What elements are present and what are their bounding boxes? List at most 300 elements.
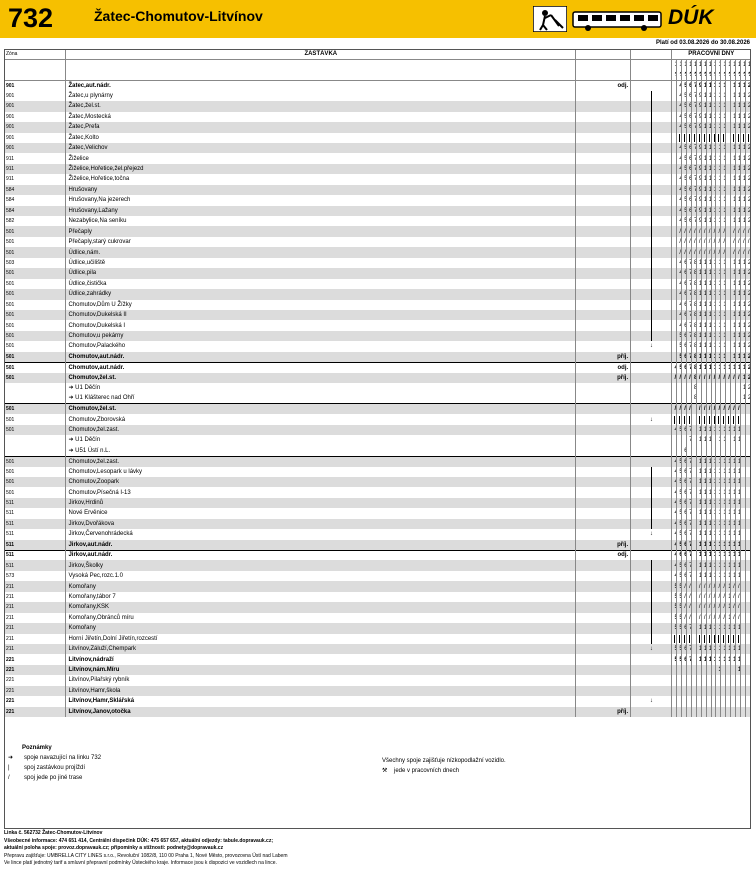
time-cell [740, 383, 745, 393]
time-cell [696, 529, 701, 539]
pass-through-mark [733, 134, 734, 142]
time-cell [672, 508, 677, 518]
time-cell [706, 289, 711, 299]
time-cell [745, 133, 750, 143]
time-cell [677, 508, 682, 518]
footer-line: Ve lince platí jednotný tarif a smluvní přepravní podmínky Ústeckého kraje. Informace jsou k dispozici ve vozidlech na lince. [4, 860, 277, 867]
route-arrow-cell [631, 477, 672, 487]
time-cell [736, 352, 741, 362]
time-cell [731, 529, 736, 539]
time-cell [677, 613, 682, 623]
time-cell [731, 487, 736, 497]
time-cell [682, 362, 687, 372]
route-arrow-cell [631, 404, 672, 414]
time-cell [701, 341, 706, 351]
zone-cell: 911 [4, 153, 66, 163]
time-cell [711, 654, 716, 664]
brand-logo: DÚK [668, 6, 714, 29]
zone-cell: 584 [4, 206, 66, 216]
time-cell [721, 477, 726, 487]
time-cell [706, 143, 711, 153]
time-cell [745, 456, 750, 466]
time-cell [716, 279, 721, 289]
zone-cell: 211 [4, 623, 66, 633]
route-arrow-cell: ↓ [631, 644, 672, 654]
time-cell [736, 195, 741, 205]
time-cell [701, 477, 706, 487]
time-cell [745, 581, 750, 591]
time-cell: / [706, 602, 711, 612]
table-row [4, 373, 751, 383]
zone-cell: 501 [4, 487, 66, 497]
zone-cell: 901 [4, 112, 66, 122]
time-cell [677, 310, 682, 320]
time-cell [706, 80, 711, 90]
route-arrow-cell [631, 540, 672, 550]
time-cell [687, 477, 692, 487]
time-cell [687, 341, 692, 351]
time-cell [731, 112, 736, 122]
route-arrow-cell [631, 519, 672, 529]
time-cell: / [701, 373, 706, 383]
time-cell [687, 185, 692, 195]
time-cell [745, 644, 750, 654]
time-cell [696, 498, 701, 508]
time-cell: / [706, 226, 711, 236]
time-cell [740, 289, 745, 299]
zone-cell: 501 [4, 247, 66, 257]
time-cell [716, 498, 721, 508]
trip-symbol [721, 70, 726, 80]
route-arrow-cell [631, 550, 672, 560]
time-cell [740, 393, 745, 403]
time-cell [677, 571, 682, 581]
pass-through-mark [679, 416, 680, 424]
zone-cell: 511 [4, 498, 66, 508]
route-arrow-cell [631, 279, 672, 289]
time-cell [682, 425, 687, 435]
time-cell [687, 112, 692, 122]
time-cell [745, 268, 750, 278]
stop-name: Komořany,tábor 7 [66, 592, 576, 602]
time-cell [745, 122, 750, 132]
time-cell [677, 195, 682, 205]
time-cell: / [701, 237, 706, 247]
time-cell [721, 289, 726, 299]
time-cell [682, 529, 687, 539]
arrival-departure-flag [576, 686, 631, 696]
trip-symbol [740, 70, 745, 80]
pass-through-mark [728, 416, 729, 424]
arrival-departure-flag [576, 487, 631, 497]
arrival-departure-flag [576, 529, 631, 539]
time-cell [731, 268, 736, 278]
time-cell: / [711, 404, 716, 414]
time-cell [711, 300, 716, 310]
time-cell [726, 362, 731, 372]
table-row [4, 707, 751, 717]
stop-name: Komořany [66, 581, 576, 591]
route-arrow-cell [631, 164, 672, 174]
time-cell [731, 331, 736, 341]
time-cell [672, 571, 677, 581]
table-row [4, 80, 751, 90]
time-cell [696, 362, 701, 372]
time-cell [682, 446, 687, 456]
stop-name: Horní Jiřetín,Dolní Jiřetín,rozcestí [66, 634, 576, 644]
time-cell: / [682, 404, 687, 414]
time-cell [721, 279, 726, 289]
time-cell [672, 602, 677, 612]
time-cell [736, 540, 741, 550]
arrival-departure-flag [576, 331, 631, 341]
time-cell [692, 164, 697, 174]
blank-cell [4, 59, 66, 69]
time-cell [677, 592, 682, 602]
arrival-departure-flag: odj. [576, 80, 631, 90]
arrival-departure-flag [576, 101, 631, 111]
time-cell [711, 153, 716, 163]
time-cell [711, 560, 716, 570]
time-cell [701, 498, 706, 508]
time-cell [716, 91, 721, 101]
time-cell [701, 174, 706, 184]
stop-name: Jirkov,aut.nádr. [66, 550, 576, 560]
time-cell [687, 216, 692, 226]
time-cell [745, 331, 750, 341]
time-cell: / [721, 581, 726, 591]
stop-name: Komořany,KSK [66, 602, 576, 612]
time-cell [672, 623, 677, 633]
time-cell [706, 477, 711, 487]
time-cell [682, 185, 687, 195]
time-cell: / [716, 373, 721, 383]
stop-name: Žatec,Mostecká [66, 112, 576, 122]
time-cell [711, 352, 716, 362]
stop-name: Údlice,pila [66, 268, 576, 278]
stop-name: Chomutov,Zoopark [66, 477, 576, 487]
table-row [4, 122, 751, 132]
time-cell [721, 185, 726, 195]
time-cell [706, 174, 711, 184]
time-cell [731, 467, 736, 477]
time-cell [721, 435, 726, 445]
route-arrow-cell: ↓ [631, 414, 672, 424]
zone-cell: 511 [4, 560, 66, 570]
time-cell [696, 310, 701, 320]
stop-name: Komořany,Obránců míru [66, 613, 576, 623]
zone-cell: 511 [4, 540, 66, 550]
time-cell: / [701, 226, 706, 236]
route-arrow-cell [631, 310, 672, 320]
time-cell [731, 80, 736, 90]
pass-through-mark [718, 134, 719, 142]
time-cell [721, 487, 726, 497]
time-cell [696, 289, 701, 299]
zone-header: Zóna [4, 49, 66, 59]
time-cell [692, 393, 697, 403]
arrival-departure-flag: příj. [576, 373, 631, 383]
table-row [4, 91, 751, 101]
time-cell [677, 341, 682, 351]
time-cell [745, 435, 750, 445]
table-row [4, 508, 751, 518]
zone-cell [4, 435, 66, 445]
time-cell [701, 425, 706, 435]
time-cell: / [706, 592, 711, 602]
time-cell [731, 185, 736, 195]
table-row [4, 686, 751, 696]
trip-symbol [682, 70, 687, 80]
time-cell [740, 352, 745, 362]
time-cell [687, 456, 692, 466]
time-cell [745, 414, 750, 424]
time-cell [687, 91, 692, 101]
time-cell [711, 185, 716, 195]
table-row [4, 571, 751, 581]
time-cell: / [677, 373, 682, 383]
trip-symbol [672, 70, 677, 80]
route-arrow-cell [631, 383, 672, 393]
route-arrow-cell [631, 362, 672, 372]
time-cell [701, 352, 706, 362]
time-cell [711, 623, 716, 633]
time-cell: / [711, 602, 716, 612]
time-cell [701, 122, 706, 132]
time-cell [687, 331, 692, 341]
time-cell [736, 101, 741, 111]
zone-cell: 911 [4, 164, 66, 174]
time-cell [682, 654, 687, 664]
route-arrow-cell [631, 143, 672, 153]
stop-name: Litvínov,Janov,otočka [66, 707, 576, 717]
zone-cell: 501 [4, 279, 66, 289]
zone-cell: 901 [4, 91, 66, 101]
zone-cell: 511 [4, 508, 66, 518]
time-cell [745, 404, 750, 414]
arrival-departure-flag [576, 258, 631, 268]
time-cell: / [682, 373, 687, 383]
time-cell [711, 289, 716, 299]
time-cell: / [721, 602, 726, 612]
arrival-departure-flag [576, 341, 631, 351]
zone-cell: 511 [4, 529, 66, 539]
time-cell [745, 696, 750, 706]
time-cell [726, 581, 731, 591]
route-arrow-cell [631, 581, 672, 591]
time-cell: / [696, 592, 701, 602]
route-arrow-cell [631, 226, 672, 236]
time-cell [731, 279, 736, 289]
route-arrow-cell [631, 560, 672, 570]
time-cell [696, 519, 701, 529]
time-cell [721, 153, 726, 163]
zone-cell: 901 [4, 143, 66, 153]
time-cell [682, 122, 687, 132]
time-cell [736, 279, 741, 289]
time-cell: / [731, 613, 736, 623]
route-arrow-cell [631, 206, 672, 216]
time-cell [687, 101, 692, 111]
table-row [4, 216, 751, 226]
time-cell: / [731, 581, 736, 591]
time-cell [711, 529, 716, 539]
route-arrow-cell [631, 602, 672, 612]
stop-name: Žatec,Velichov [66, 143, 576, 153]
zone-cell: 501 [4, 331, 66, 341]
time-cell [726, 654, 731, 664]
time-cell [721, 352, 726, 362]
time-cell [677, 122, 682, 132]
stop-name: Chomutov,žel.st. [66, 404, 576, 414]
time-cell: / [706, 247, 711, 257]
time-cell [682, 195, 687, 205]
table-row [4, 404, 751, 414]
zone-cell: 501 [4, 341, 66, 351]
time-cell: / [687, 613, 692, 623]
arrival-departure-flag: odj. [576, 362, 631, 372]
route-arrow-cell [631, 665, 672, 675]
time-cell [677, 320, 682, 330]
stop-name: Chomutov,Dukelská I [66, 320, 576, 330]
table-row [4, 613, 751, 623]
table-row [4, 226, 751, 236]
zone-cell: 501 [4, 362, 66, 372]
route-arrow-cell [631, 300, 672, 310]
arrival-departure-flag [576, 206, 631, 216]
pass-through-mark [714, 635, 715, 643]
arrival-departure-flag: odj. [576, 550, 631, 560]
legend-item: / spoj jede po jiné trase [8, 775, 83, 781]
footer [4, 830, 751, 868]
trip-symbol [711, 70, 716, 80]
time-cell [696, 540, 701, 550]
route-arrow-cell [631, 133, 672, 143]
pass-through-mark [684, 134, 685, 142]
stop-name: Jirkov,Školky [66, 560, 576, 570]
time-cell: / [682, 226, 687, 236]
time-cell [706, 519, 711, 529]
time-cell [696, 341, 701, 351]
pass-through-mark [743, 134, 744, 142]
time-cell: / [706, 237, 711, 247]
table-row [4, 247, 751, 257]
time-cell [682, 571, 687, 581]
time-cell [682, 101, 687, 111]
time-cell [701, 268, 706, 278]
time-cell: / [687, 237, 692, 247]
time-cell [745, 560, 750, 570]
time-cell [745, 623, 750, 633]
time-cell [731, 435, 736, 445]
arrival-departure-flag [576, 153, 631, 163]
time-cell [731, 153, 736, 163]
time-cell [740, 373, 745, 383]
time-cell [711, 164, 716, 174]
time-cell [687, 164, 692, 174]
time-cell [731, 560, 736, 570]
time-cell [731, 550, 736, 560]
time-cell [682, 289, 687, 299]
time-cell [706, 195, 711, 205]
arrival-departure-flag: příj. [576, 352, 631, 362]
zone-cell: 211 [4, 592, 66, 602]
time-cell: / [696, 404, 701, 414]
time-cell [726, 540, 731, 550]
stop-name: Chomutov,Písečná I-13 [66, 487, 576, 497]
stop-name: Žatec,žel.st. [66, 101, 576, 111]
time-cell [731, 456, 736, 466]
low-floor-note: Všechny spoje zajišťuje nízkopodlažní vozidlo. [382, 758, 506, 764]
pass-through-mark [699, 635, 700, 643]
time-cell [677, 644, 682, 654]
stop-name: ➜ U1 Děčín [66, 383, 576, 393]
time-cell [706, 164, 711, 174]
stop-name: Chomutov,Dukelská II [66, 310, 576, 320]
time-cell [692, 174, 697, 184]
time-cell [682, 279, 687, 289]
time-cell [716, 185, 721, 195]
stop-name: Vysoká Pec,rozc.1.0 [66, 571, 576, 581]
time-cell [740, 195, 745, 205]
arrival-departure-flag [576, 310, 631, 320]
zone-cell [4, 393, 66, 403]
arrow-header [631, 49, 672, 59]
time-cell [745, 540, 750, 550]
time-cell [677, 268, 682, 278]
zone-cell: 501 [4, 456, 66, 466]
time-cell: / [711, 226, 716, 236]
time-cell [687, 153, 692, 163]
time-cell [745, 383, 750, 393]
time-cell [677, 477, 682, 487]
time-cell [721, 320, 726, 330]
arrival-departure-flag [576, 133, 631, 143]
time-cell [711, 487, 716, 497]
table-row [4, 237, 751, 247]
time-cell [740, 153, 745, 163]
arrival-departure-flag [576, 602, 631, 612]
time-cell [731, 571, 736, 581]
time-cell [696, 331, 701, 341]
time-cell: / [745, 237, 750, 247]
time-cell [716, 174, 721, 184]
time-cell [677, 279, 682, 289]
time-cell [682, 174, 687, 184]
blank-cell [631, 59, 672, 69]
time-cell [677, 143, 682, 153]
time-cell [736, 91, 741, 101]
time-cell: / [711, 613, 716, 623]
stop-name: Litvínov,Hamr,Sklářská [66, 696, 576, 706]
time-cell [687, 487, 692, 497]
zone-cell: 584 [4, 195, 66, 205]
time-cell [706, 560, 711, 570]
time-cell: / [711, 237, 716, 247]
time-cell [706, 435, 711, 445]
time-cell [687, 498, 692, 508]
time-cell [745, 487, 750, 497]
route-arrow-cell [631, 268, 672, 278]
time-cell [677, 362, 682, 372]
time-cell [696, 216, 701, 226]
time-cell [696, 550, 701, 560]
time-cell [726, 602, 731, 612]
time-cell [682, 331, 687, 341]
table-row [4, 320, 751, 330]
route-arrow-cell [631, 508, 672, 518]
zone-cell: 221 [4, 696, 66, 706]
